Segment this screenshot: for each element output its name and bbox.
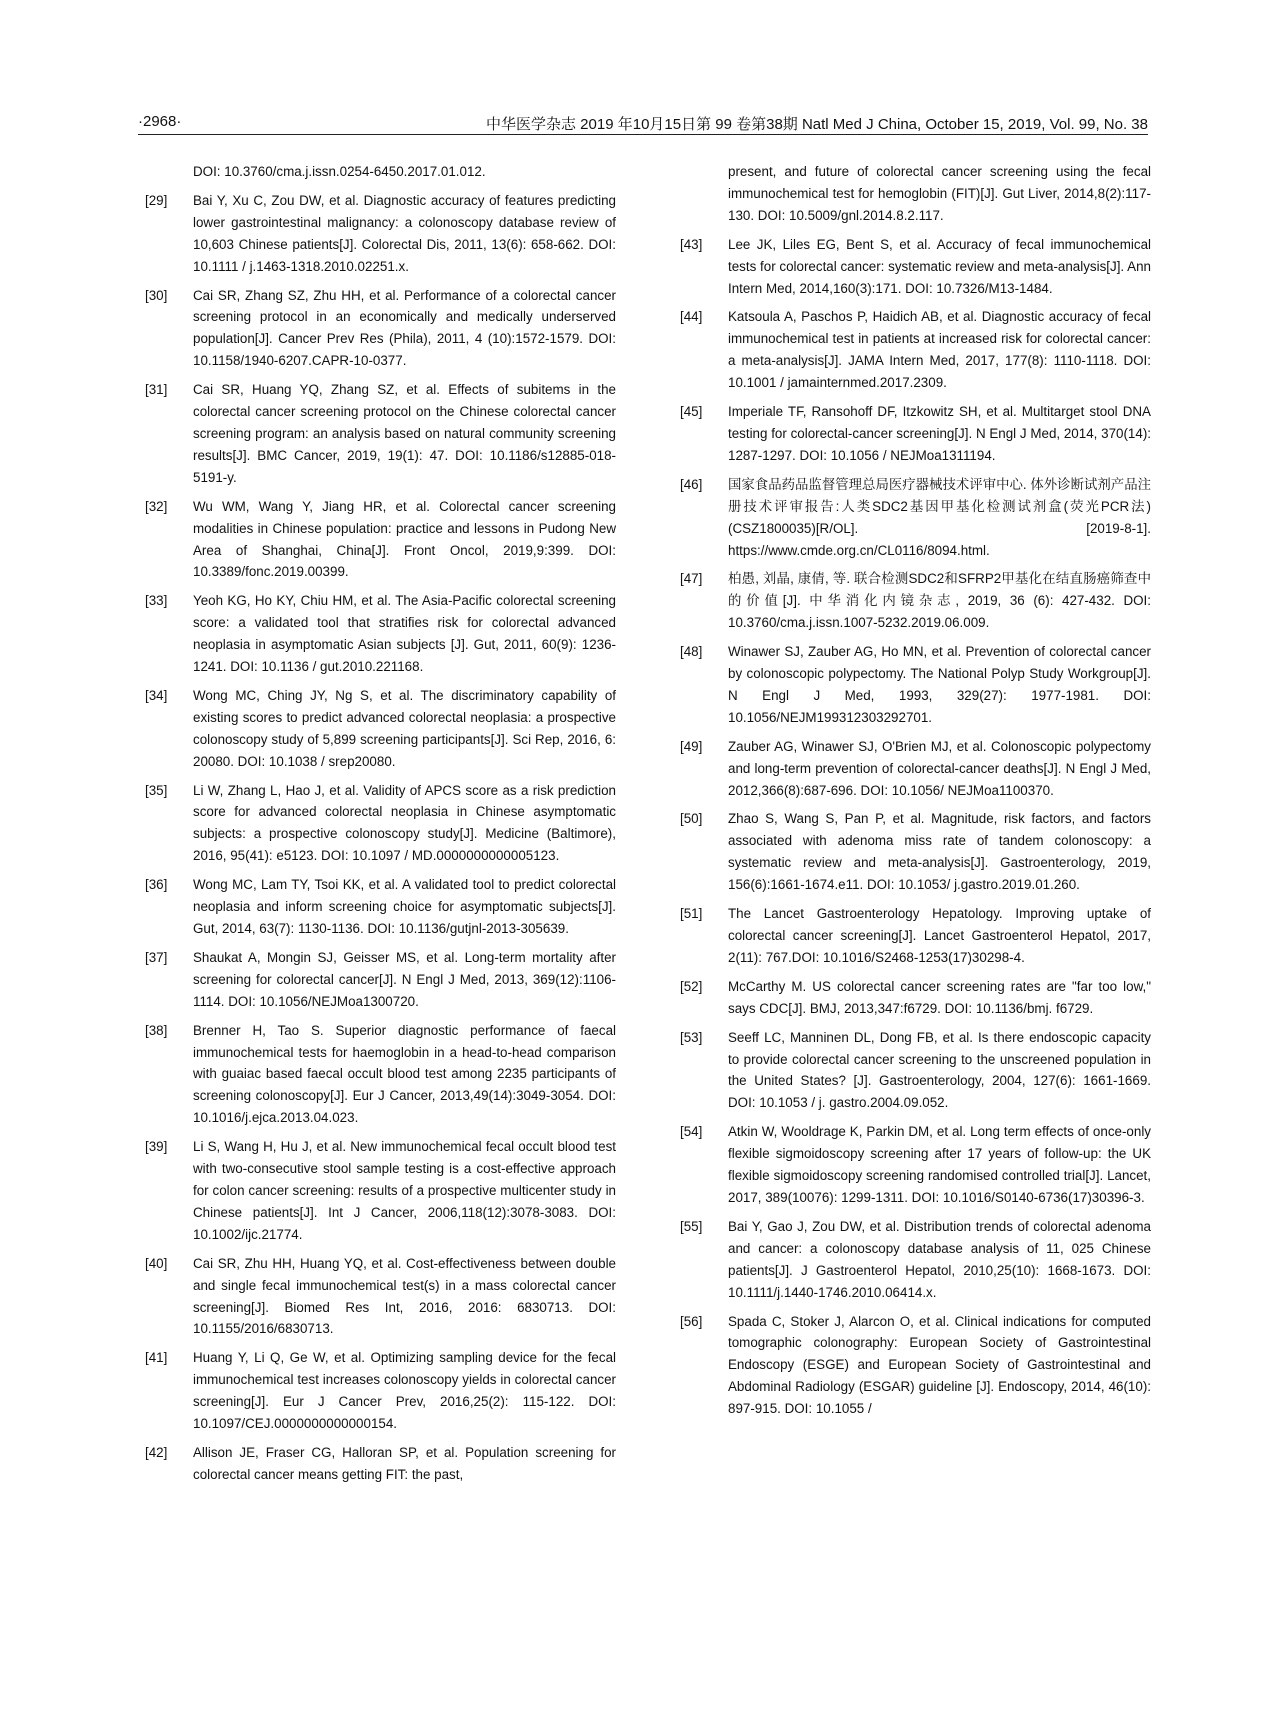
reference-item xyxy=(673,306,1151,394)
left-column xyxy=(138,161,616,1493)
reference-continuation: DOI: 10.3760/cma.j.issn.0254-6450.2017.01.012. xyxy=(193,164,486,179)
reference-item xyxy=(673,976,1151,1020)
reference-text: 柏愚, 刘晶, 康倩, 等. 联合检测SDC2和SFRP2甲基化在结直肠癌筛查中的价值[J]. 中华消化内镜杂志, 2019, 36 (6): 427-432. DOI: 10.3760/cma.j.issn.1007-5232.2019.06.009. xyxy=(728,571,1151,631)
reference-text: Allison JE, Fraser CG, Halloran SP, et al. Population screening for colorectal cancer means getting FIT: the past, xyxy=(193,1444,616,1482)
reference-item xyxy=(673,568,1151,634)
reference-number: [42] xyxy=(145,1444,168,1460)
reference-number: [29] xyxy=(145,192,168,208)
reference-item xyxy=(138,685,616,773)
reference-text: Brenner H, Tao S. Superior diagnostic performance of faecal immunochemical tests for haemoglobin in a head-to-head comparison with guaiac based faecal occult blood test among 2235 participants of screening colonoscopy[J]. Eur J Cancer, 2013,49(14):3049-3054. DOI: 10.1016/j.ejca.2013.04.023. xyxy=(193,1022,616,1126)
reference-text: Bai Y, Gao J, Zou DW, et al. Distribution trends of colorectal adenoma and cancer: a colonoscopy database analysis of 11, 025 Chinese patients[J]. J Gastroenterol Hepatol, 2010,25(10): 1668-1673. DOI: 10.1111/j.1440-1746.2010.06414.x. xyxy=(728,1218,1151,1300)
reference-text: Huang Y, Li Q, Ge W, et al. Optimizing sampling device for the fecal immunochemical test increases colonoscopy yields in colorectal cancer screening[J]. Eur J Cancer Prev, 2016,25(2): 115-122. DOI: 10.1097/CEJ.0000000000000154. xyxy=(193,1350,616,1432)
reference-item xyxy=(673,474,1151,562)
reference-item xyxy=(138,1253,616,1341)
reference-number: [39] xyxy=(145,1139,168,1155)
reference-item xyxy=(673,1027,1151,1115)
reference-item xyxy=(673,1216,1151,1304)
header-rule xyxy=(138,134,1148,135)
reference-text: Yeoh KG, Ho KY, Chiu HM, et al. The Asia-Pacific colorectal screening score: a validated tool that stratifies risk for colorectal advanced neoplasia in asymptomatic Asian subjects [J]. Gut, 2011, 60(9): 1236-1241. DOI: 10.1136 / gut.2010.221168. xyxy=(193,593,616,675)
reference-number: [30] xyxy=(145,287,168,303)
reference-number: [32] xyxy=(145,498,168,514)
reference-item xyxy=(673,234,1151,300)
reference-item xyxy=(138,285,616,373)
reference-number: [51] xyxy=(680,906,703,922)
reference-number: [46] xyxy=(680,476,703,492)
reference-text: Imperiale TF, Ransohoff DF, Itzkowitz SH, et al. Multitarget stool DNA testing for colorectal-cancer screening[J]. N Engl J Med, 2014, 370(14): 1287-1297. DOI: 10.1056 / NEJMoa1311194. xyxy=(728,404,1151,463)
reference-text: Atkin W, Wooldrage K, Parkin DM, et al. Long term effects of once-only flexible sigmoidoscopy screening after 17 years of follow-up: the UK flexible sigmoidoscopy screening randomised controlled trial[J]. Lancet, 2017, 389(10076): 1299-1311. DOI: 10.1016/S0140-6736(17)30396-3. xyxy=(728,1124,1151,1205)
reference-list-left xyxy=(138,190,616,1486)
reference-number: [49] xyxy=(680,738,703,754)
reference-text: Lee JK, Liles EG, Bent S, et al. Accuracy of fecal immunochemical tests for colorectal cancer: systematic review and meta-analysis[J]. Ann Intern Med, 2014,160(3):171. DOI: 10.7326/M13-1484. xyxy=(728,236,1151,296)
reference-text: Cai SR, Zhang SZ, Zhu HH, et al. Performance of a colorectal cancer screening protocol in an economically and medically underserved population[J]. Cancer Prev Res (Phila), 2011, 4 (10):1572-1579. DOI: 10.1158/1940-6207.CAPR-10-0377. xyxy=(193,287,616,369)
journal-running-head: 中华医学杂志 2019 年10月15日第 99 卷第38期 Natl Med J China, October 15, 2019, Vol. 99, No. 38 xyxy=(486,116,1148,133)
reference-number: [54] xyxy=(680,1124,703,1140)
reference-text: Seeff LC, Manninen DL, Dong FB, et al. Is there endoscopic capacity to provide colorectal cancer screening to the unscreened population in the United States? [J]. Gastroenterology, 2004, 127(6): 1661-1669. DOI: 10.1053 / j. gastro.2004.09.052. xyxy=(728,1029,1151,1111)
reference-number: [44] xyxy=(680,309,703,325)
reference-text: Bai Y, Xu C, Zou DW, et al. Diagnostic accuracy of features predicting lower gastrointestinal malignancy: a colonoscopy database review of 10,603 Chinese patients[J]. Colorectal Dis, 2011, 13(6): 658-662. DOI: 10.1111 / j.1463-1318.2010.02251.x. xyxy=(193,192,616,274)
reference-text: McCarthy M. US colorectal cancer screening rates are "far too low," says CDC[J]. BMJ, 2013,347:f6729. DOI: 10.1136/bmj. f6729. xyxy=(728,978,1151,1016)
reference-number: [33] xyxy=(145,593,168,609)
reference-item xyxy=(673,641,1151,729)
reference-list-right xyxy=(673,234,1151,1420)
reference-item xyxy=(138,1020,616,1130)
reference-text: Katsoula A, Paschos P, Haidich AB, et al. Diagnostic accuracy of fecal immunochemical test in patients at increased risk for colorectal cancer: a meta-analysis[J]. JAMA Intern Med, 2017, 177(8): 1110-1118. DOI: 10.1001 / jamainternmed.2017.2309. xyxy=(728,309,1151,391)
reference-item xyxy=(138,1136,616,1246)
page-number: ·2968· xyxy=(138,113,182,130)
reference-item xyxy=(138,1442,616,1486)
reference-item xyxy=(673,903,1151,969)
reference-number: [36] xyxy=(145,877,168,893)
right-column xyxy=(673,161,1151,1427)
reference-item xyxy=(673,808,1151,896)
reference-continuation: present, and future of colorectal cancer screening using the fecal immunochemical test for hemoglobin (FIT)[J]. Gut Liver, 2014,8(2):117-130. DOI: 10.5009/gnl.2014.8.2.117. xyxy=(728,164,1151,223)
reference-item xyxy=(138,947,616,1013)
reference-number: [53] xyxy=(680,1029,703,1045)
reference-text: Cai SR, Huang YQ, Zhang SZ, et al. Effects of subitems in the colorectal cancer screening protocol on the Chinese colorectal cancer screening program: an analysis based on natural community screening results[J]. BMC Cancer, 2019, 19(1): 47. DOI: 10.1186/s12885-018-5191-y. xyxy=(193,382,616,485)
reference-text: Winawer SJ, Zauber AG, Ho MN, et al. Prevention of colorectal cancer by colonoscopic polypectomy. The National Polyp Study Workgroup[J]. N Engl J Med, 1993, 329(27): 1977-1981. DOI: 10.1056/NEJM199312303292701. xyxy=(728,644,1151,725)
reference-text: 国家食品药品监督管理总局医疗器械技术评审中心. 体外诊断试剂产品注册技术评审报告:人类SDC2基因甲基化检测试剂盒(荧光PCR法)(CSZ1800035)[R/OL]. [2019-8-1]. https://www.cmde.org.cn/CL0116/8094.html. xyxy=(728,476,1151,558)
reference-item xyxy=(138,1347,616,1435)
reference-number: [56] xyxy=(680,1313,703,1329)
reference-number: [37] xyxy=(145,949,168,965)
reference-item xyxy=(138,590,616,678)
reference-number: [45] xyxy=(680,404,703,420)
reference-text: The Lancet Gastroenterology Hepatology. Improving uptake of colorectal cancer screening[J]. Lancet Gastroenterol Hepatol, 2017, 2(11): 767.DOI: 10.1016/S2468-1253(17)30298-4. xyxy=(728,906,1151,965)
reference-text: Wong MC, Lam TY, Tsoi KK, et al. A validated tool to predict colorectal neoplasia and inform screening choice for asymptomatic subjects[J]. Gut, 2014, 63(7): 1130-1136. DOI: 10.1136/gutjnl-2013-305639. xyxy=(193,877,616,936)
reference-text: Wong MC, Ching JY, Ng S, et al. The discriminatory capability of existing scores to predict advanced colorectal neoplasia: a prospective colonoscopy study of 5,899 screening participants[J]. Sci Rep, 2016, 6: 20080. DOI: 10.1038 / srep20080. xyxy=(193,687,616,769)
reference-text: Li S, Wang H, Hu J, et al. New immunochemical fecal occult blood test with two-consecutive stool sample testing is a cost-effective approach for colon cancer screening: results of a prospective multicenter study in Chinese patients[J]. Int J Cancer, 2006,118(12):3078-3083. DOI: 10.1002/ijc.21774. xyxy=(193,1139,616,1242)
reference-item xyxy=(673,401,1151,467)
reference-text: Cai SR, Zhu HH, Huang YQ, et al. Cost-effectiveness between double and single fecal immunochemical test(s) in a mass colorectal cancer screening[J]. Biomed Res Int, 2016, 2016: 6830713. DOI: 10.1155/2016/6830713. xyxy=(193,1255,616,1337)
reference-text: Zhao S, Wang S, Pan P, et al. Magnitude, risk factors, and factors associated with adenoma miss rate of tandem colonoscopy: a systematic review and meta-analysis[J]. Gastroenterology, 2019, 156(6):1661-1674.e11. DOI: 10.1053/ j.gastro.2019.01.260. xyxy=(728,811,1151,893)
reference-item xyxy=(138,874,616,940)
reference-number: [31] xyxy=(145,382,168,398)
reference-item xyxy=(138,496,616,584)
reference-text: Wu WM, Wang Y, Jiang HR, et al. Colorectal cancer screening modalities in Chinese population: practice and lessons in Pudong New Area of Shanghai, China[J]. Front Oncol, 2019,9:399. DOI: 10.3389/fonc.2019.00399. xyxy=(193,498,616,580)
reference-number: [35] xyxy=(145,782,168,798)
reference-number: [43] xyxy=(680,236,703,252)
reference-number: [41] xyxy=(145,1350,168,1366)
reference-text: Zauber AG, Winawer SJ, O'Brien MJ, et al. Colonoscopic polypectomy and long-term prevention of colorectal-cancer deaths[J]. N Engl J Med, 2012,366(8):687-696. DOI: 10.1056/ NEJMoa1100370. xyxy=(728,738,1151,798)
reference-item xyxy=(673,1311,1151,1421)
reference-number: [48] xyxy=(680,644,703,660)
reference-number: [40] xyxy=(145,1255,168,1271)
reference-item xyxy=(673,1121,1151,1209)
reference-item xyxy=(138,379,616,489)
reference-number: [47] xyxy=(680,571,703,587)
reference-number: [50] xyxy=(680,811,703,827)
reference-item xyxy=(138,190,616,278)
reference-number: [34] xyxy=(145,687,168,703)
reference-text: Shaukat A, Mongin SJ, Geisser MS, et al. Long-term mortality after screening for colorectal cancer[J]. N Engl J Med, 2013, 369(12):1106-1114. DOI: 10.1056/NEJMoa1300720. xyxy=(193,949,616,1009)
reference-number: [52] xyxy=(680,978,703,994)
reference-item xyxy=(673,736,1151,802)
reference-item xyxy=(138,780,616,868)
reference-text: Li W, Zhang L, Hao J, et al. Validity of APCS score as a risk prediction score for advanced colorectal neoplasia in Chinese asymptomatic subjects: a prospective colonoscopy study[J]. Medicine (Baltimore), 2016, 95(41): e5123. DOI: 10.1097 / MD.0000000000005123. xyxy=(193,782,616,864)
page-header xyxy=(138,107,1148,133)
reference-number: [55] xyxy=(680,1218,703,1234)
reference-number: [38] xyxy=(145,1022,168,1038)
reference-text: Spada C, Stoker J, Alarcon O, et al. Clinical indications for computed tomographic colonography: European Society of Gastrointestinal Endoscopy (ESGE) and European Society of Gastrointestinal and Abdominal Radiology (ESGAR) guideline [J]. Endoscopy, 2014, 46(10): 897-915. DOI: 10.1055 / xyxy=(728,1313,1151,1417)
